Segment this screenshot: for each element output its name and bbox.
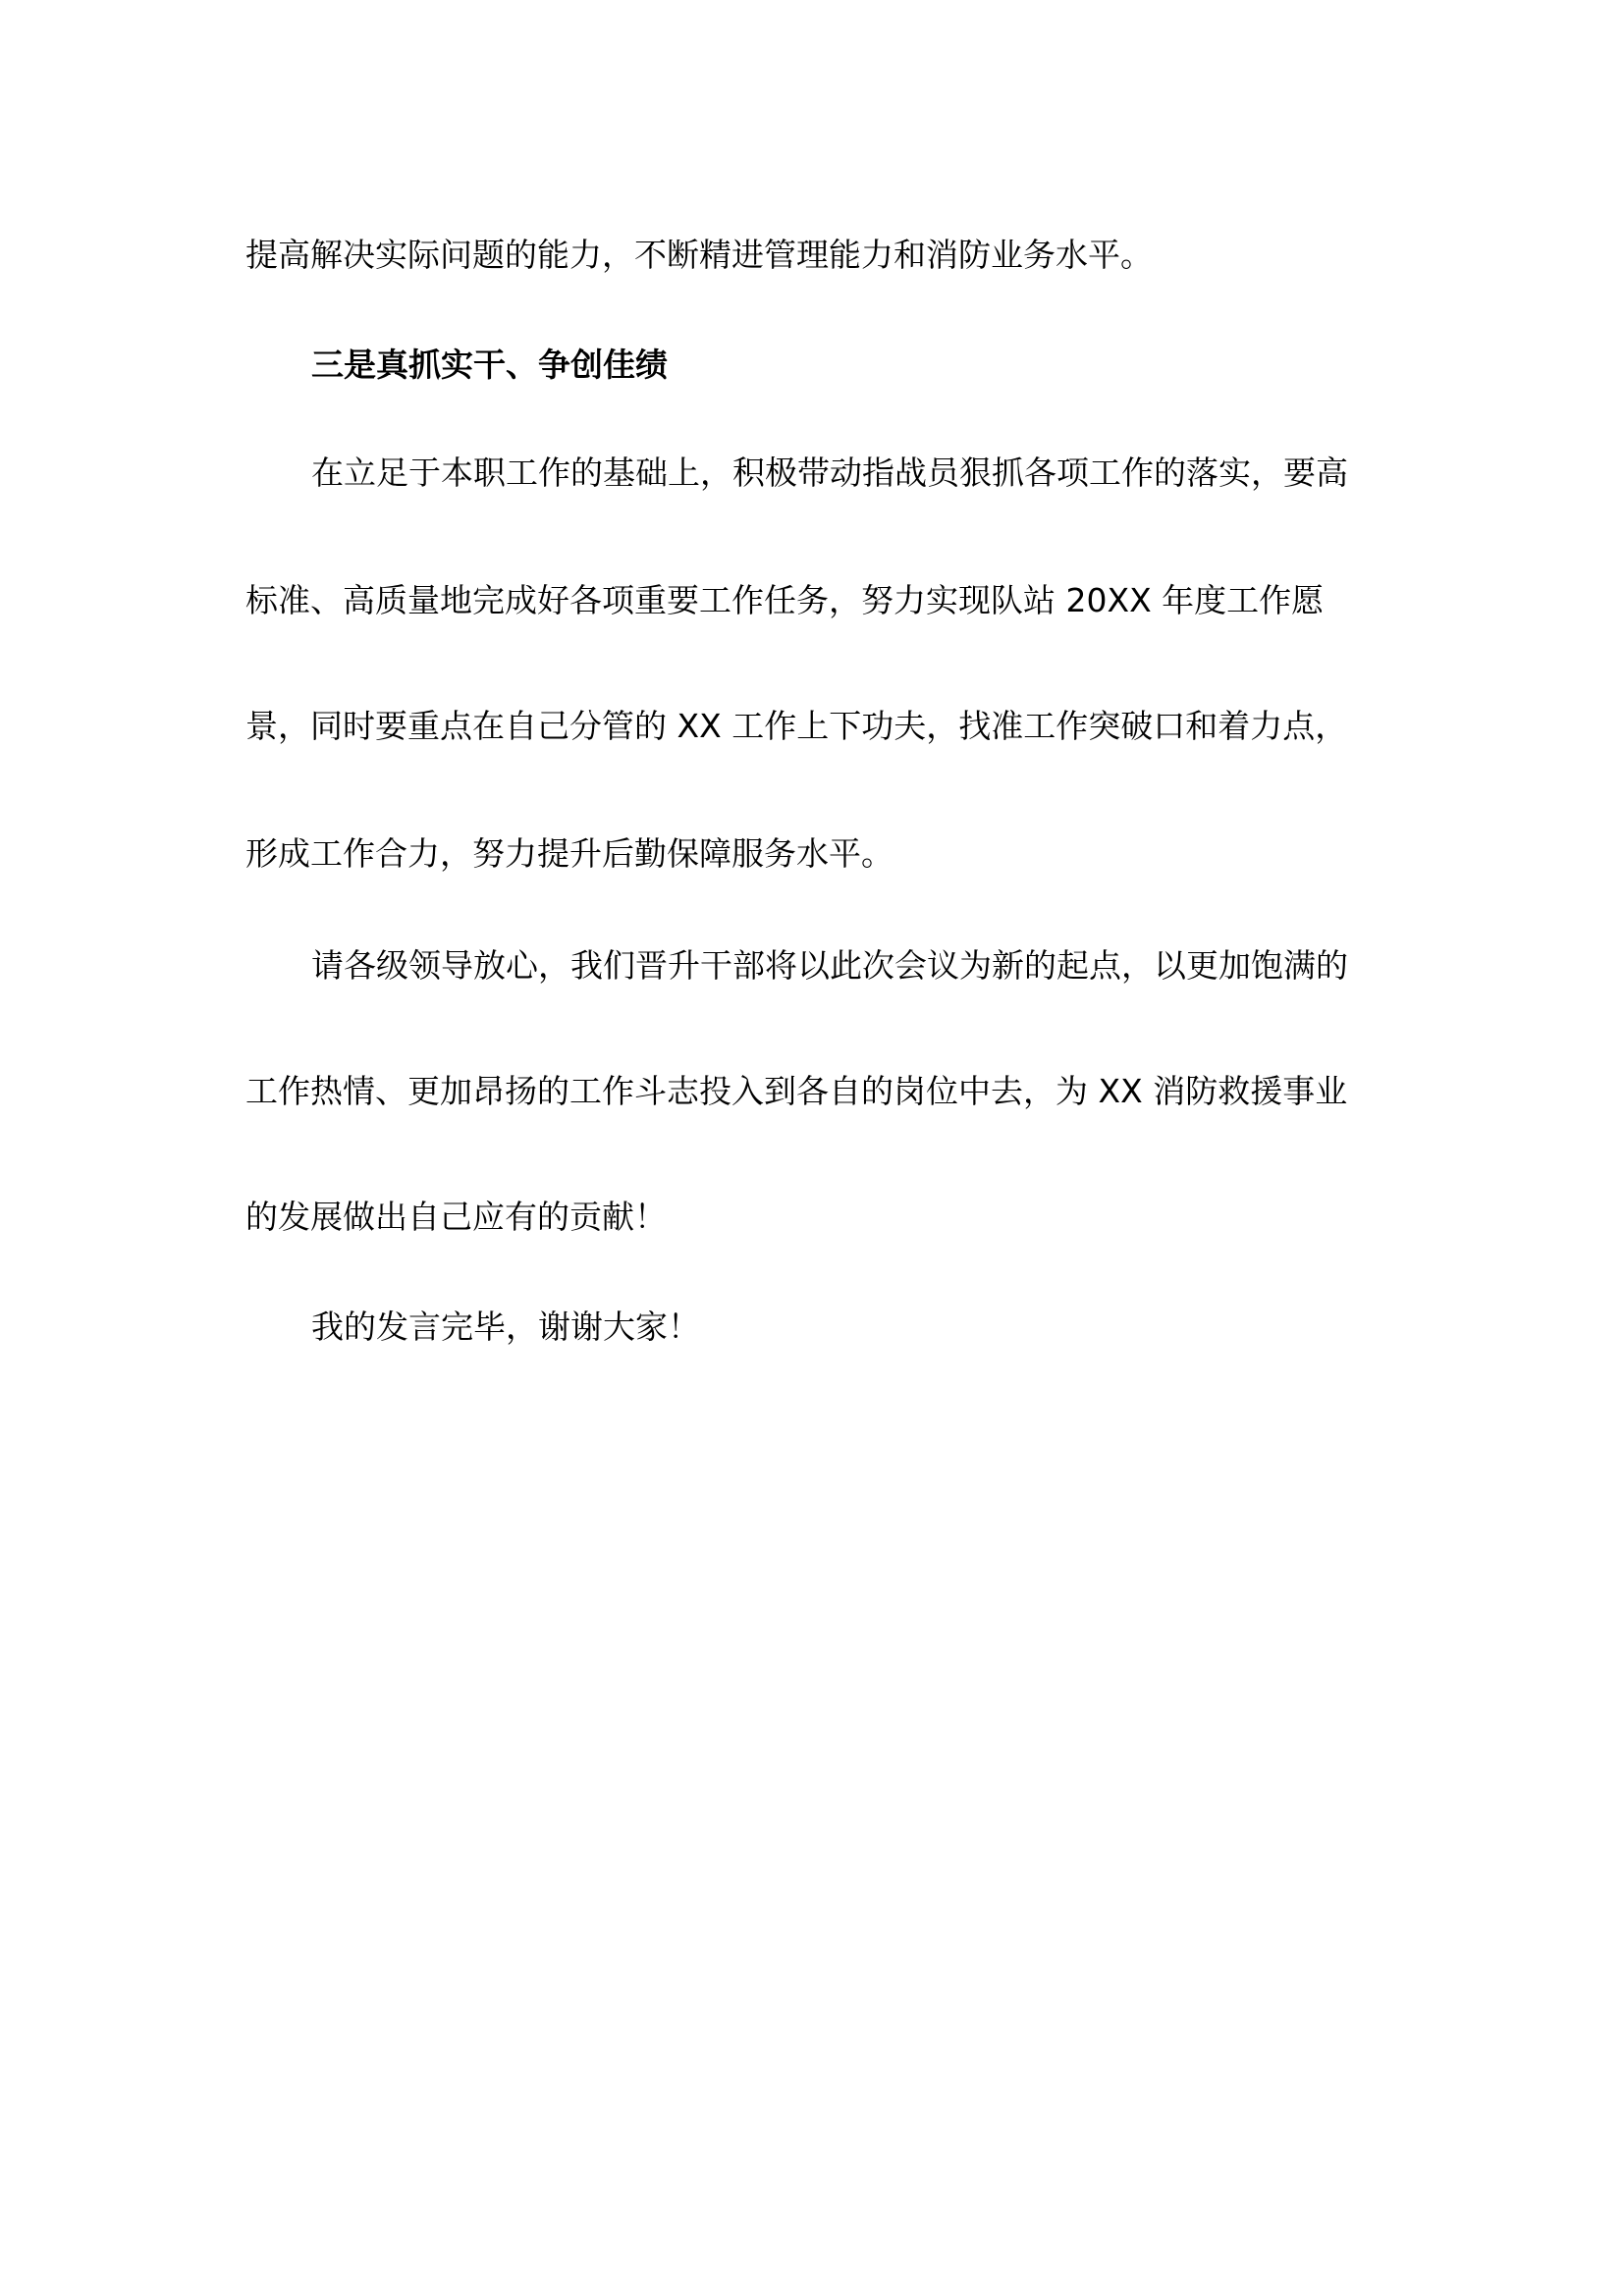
paragraph-line: 的发展做出自己应有的贡献！ (245, 1198, 667, 1236)
paragraph-line: 标准、高质量地完成好各项重要工作任务，努力实现队站 20XX 年度工作愿 (245, 581, 1325, 619)
paragraph-line: 在立足于本职工作的基础上，积极带动指战员狠抓各项工作的落实，要高 (311, 454, 1348, 492)
paragraph-line: 提高解决实际问题的能力，不断精进管理能力和消防业务水平。 (245, 236, 1153, 274)
closing-line: 我的发言完毕，谢谢大家！ (311, 1308, 700, 1346)
paragraph-line: 工作热情、更加昂扬的工作斗志投入到各自的岗位中去，为 XX 消防救援事业 (245, 1072, 1348, 1110)
paragraph-line: 请各级领导放心，我们晋升干部将以此次会议为新的起点，以更加饱满的 (311, 946, 1348, 985)
section-heading: 三是真抓实干、争创佳绩 (311, 346, 668, 384)
paragraph-line: 景，同时要重点在自己分管的 XX 工作上下功夫，找准工作突破口和着力点， (245, 707, 1348, 745)
paragraph-line: 形成工作合力，努力提升后勤保障服务水平。 (245, 834, 893, 873)
